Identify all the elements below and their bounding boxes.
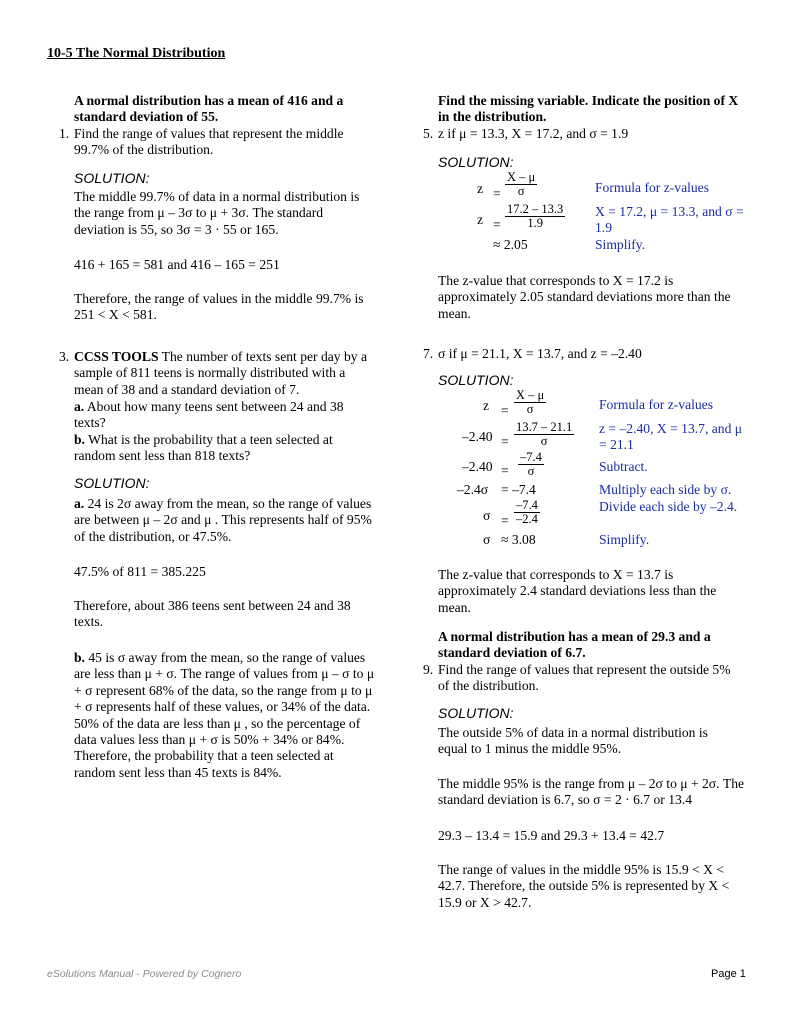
solution-3a-text: 24 is 2σ away from the mean, so the range of values are between μ – 2σ and μ . This represents half of 95% of the distribution, or 47.5%.: [74, 496, 372, 544]
equation-lhs: z: [477, 212, 484, 227]
solution-9-paragraph-3: 29.3 – 13.4 = 15.9 and 29.3 + 13.4 = 42.7: [438, 828, 665, 843]
equals-sign: =: [501, 434, 509, 449]
part-label: a.: [74, 496, 85, 511]
step-note: X = 17.2, μ = 13.3, and σ = 1.9: [595, 204, 744, 236]
solution-1-paragraph-1: The middle 99.7% of data in a normal distribution is the range from μ – 3σ to μ + 3σ. The standard deviation is 55, so 3σ = 3 · 55 or 165.: [74, 189, 360, 237]
question-5-text: z if μ = 13.3, X = 17.2, and σ = 1.9: [438, 126, 629, 141]
solution-1-paragraph-2: 416 + 165 = 581 and 416 – 165 = 251: [74, 257, 280, 272]
fraction-numerator: X – μ: [507, 170, 536, 184]
solution-9-paragraph-1: The outside 5% of data in a normal distribution is equal to 1 minus the middle 95%.: [438, 725, 708, 757]
solution-3b-paragraph: [74, 650, 378, 781]
fraction-numerator: 17.2 – 13.3: [507, 202, 564, 216]
question-number: 9.: [423, 662, 434, 677]
fraction: [505, 171, 537, 198]
question-3a: [74, 399, 374, 432]
equals-sign: =: [501, 463, 509, 478]
solution-1-paragraph-3: Therefore, the range of values in the middle 99.7% is 251 < X < 581.: [74, 291, 364, 323]
question-7-text: σ if μ = 21.1, X = 13.7, and z = –2.40: [438, 346, 642, 361]
question-9-text: Find the range of values that represent the outside 5% of the distribution.: [438, 662, 731, 694]
solution-label: SOLUTION:: [438, 154, 514, 170]
problem-intro-right: Find the missing variable. Indicate the position of X in the distribution.: [438, 93, 739, 125]
question-3-text: [74, 349, 374, 398]
fraction-numerator: X – μ: [516, 388, 545, 402]
question-3a-text: About how many teens sent between 24 and 38 texts?: [74, 399, 344, 431]
step-note: Subtract.: [599, 459, 648, 474]
part-label: a.: [74, 399, 85, 414]
solution-9-paragraph-4: The range of values in the middle 95% is 15.9 < X < 42.7. Therefore, the outside 5% is represented by X < 15.9 or X > 42.7.: [438, 862, 730, 910]
equation-rhs: = –7.4: [501, 482, 536, 497]
part-label: b.: [74, 650, 85, 665]
solution-9-paragraph-2: The middle 95% is the range from μ – 2σ to μ + 2σ. The standard deviation is 6.7, so σ = 2 · 6.7 or 13.4: [438, 776, 745, 808]
fraction: [514, 499, 540, 526]
equation-lhs: z: [483, 398, 490, 413]
question-number: 7.: [423, 346, 434, 361]
equation-lhs: –2.40: [462, 429, 493, 444]
fraction-numerator: 13.7 – 21.1: [516, 420, 573, 434]
solution-3a-paragraph-1: [74, 496, 374, 545]
footer-credit: eSolutions Manual - Powered by Cognero: [47, 968, 242, 980]
equals-sign: =: [501, 513, 509, 528]
step-note: z = –2.40, X = 13.7, and μ = 21.1: [599, 421, 743, 453]
solution-7-paragraph: The z-value that corresponds to X = 13.7 is approximately 2.4 standard deviations less than the mean.: [438, 567, 717, 615]
equals-sign: =: [493, 186, 501, 201]
question-tag: CCSS TOOLS: [74, 349, 159, 364]
equation-rhs: ≈ 3.08: [501, 532, 536, 547]
solution-5-paragraph: The z-value that corresponds to X = 17.2 is approximately 2.05 standard deviations more than the mean.: [438, 273, 731, 321]
solution-label: SOLUTION:: [438, 372, 514, 388]
fraction-denominator: 1.9: [527, 216, 543, 230]
solution-3a-paragraph-3: Therefore, about 386 teens sent between 24 and 38 texts.: [74, 598, 351, 630]
page-title: 10-5 The Normal Distribution: [47, 46, 226, 61]
equation-lhs: z: [477, 181, 484, 196]
part-label: b.: [74, 432, 85, 447]
question-number: 3.: [59, 349, 70, 364]
fraction-denominator: σ: [527, 464, 535, 478]
step-note: Simplify.: [595, 237, 646, 252]
problem-intro-right-2: A normal distribution has a mean of 29.3 and a standard deviation of 6.7.: [438, 629, 711, 661]
solution-3b-text: 45 is σ away from the mean, so the range of values are less than μ + σ. The range of values from μ – σ to μ + σ represent 68% of the data, so the range from μ to μ + σ represents half of these values, or 34% of the data. 50% of the data are less than μ , so the percentage of data values less than μ + σ is 50% + 34% or 84%. Therefore, the probability that a teen selected at random sent less than 45 texts is 84%.: [74, 650, 375, 780]
solution-label: SOLUTION:: [74, 170, 150, 186]
fraction: [505, 203, 565, 230]
fraction-denominator: –2.4: [516, 512, 538, 526]
question-number: 5.: [423, 126, 434, 141]
question-number: 1.: [59, 126, 70, 141]
equation-value: ≈ 2.05: [493, 237, 528, 252]
fraction-denominator: σ: [526, 402, 534, 416]
fraction-numerator: –7.4: [516, 498, 538, 512]
step-note: Formula for z-values: [595, 180, 710, 195]
equals-sign: =: [493, 217, 501, 232]
step-note: Multiply each side by σ.: [599, 482, 732, 497]
question-3b: [74, 432, 374, 465]
equation-lhs: σ: [483, 532, 491, 547]
page-number: Page 1: [711, 968, 746, 980]
solution-label: SOLUTION:: [438, 705, 514, 721]
equals-sign: =: [501, 403, 509, 418]
solution-label: SOLUTION:: [74, 475, 150, 491]
equation-lhs: –2.40: [462, 459, 493, 474]
step-note: Formula for z-values: [599, 397, 714, 412]
step-note: Divide each side by –2.4.: [599, 499, 738, 514]
fraction: [514, 389, 546, 416]
step-note: Simplify.: [599, 532, 650, 547]
fraction-numerator: –7.4: [520, 450, 542, 464]
fraction: [514, 421, 574, 448]
question-3-body: The number of texts sent per day by a sample of 811 teens is normally distributed with a mean of 38 and a standard deviation of 7.: [74, 349, 368, 397]
question-3b-text: What is the probability that a teen selected at random sent less than 818 texts?: [74, 432, 333, 464]
problem-intro-left: A normal distribution has a mean of 416 and a standard deviation of 55.: [74, 93, 344, 125]
solution-3a-paragraph-2: 47.5% of 811 = 385.225: [74, 564, 206, 579]
question-1-text: Find the range of values that represent the middle 99.7% of the distribution.: [74, 126, 344, 158]
fraction-denominator: σ: [540, 434, 548, 448]
fraction-denominator: σ: [517, 184, 525, 198]
equation-lhs: σ: [483, 508, 491, 523]
equation-lhs: –2.4σ: [457, 482, 489, 497]
fraction: [518, 451, 544, 478]
